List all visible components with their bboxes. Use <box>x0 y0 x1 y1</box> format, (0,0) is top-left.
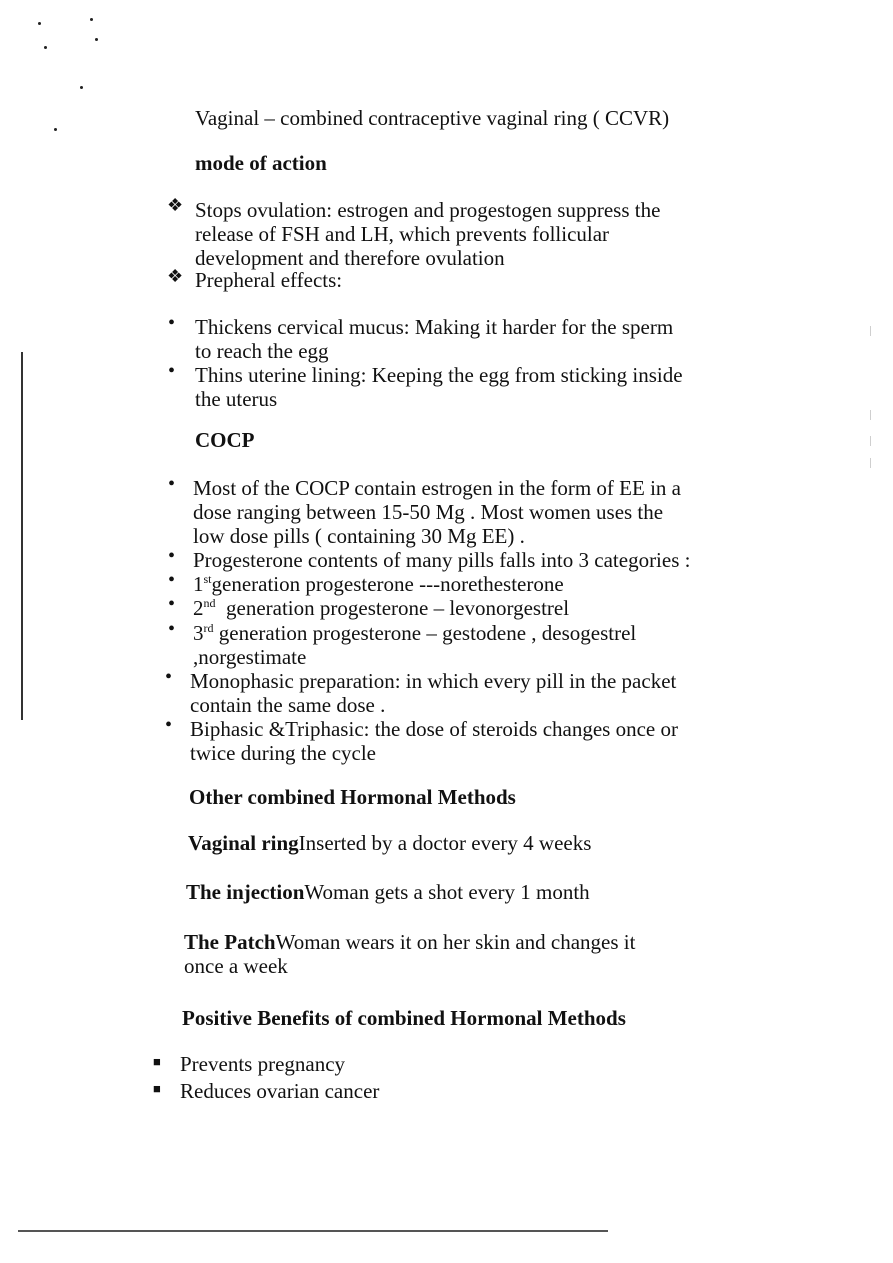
list-item-first-generation: 1stgeneration progesterone ---norethesterone <box>193 572 564 596</box>
list-item-cocp-estrogen: Most of the COCP contain estrogen in the form of EE in a dose ranging between 15-50 Mg . Most women uses the low dose pills ( containing 30 Mg EE) . <box>193 476 681 548</box>
scan-edge-mark <box>870 458 871 468</box>
list-item-uterine-lining: Thins uterine lining: Keeping the egg from sticking inside the uterus <box>195 363 683 411</box>
scan-speck <box>44 46 47 49</box>
square-bullet-icon: ■ <box>153 1081 161 1096</box>
diamond-bullet-icon: ❖ <box>167 195 180 215</box>
list-item-biphasic-triphasic: Biphasic &Triphasic: the dose of steroids changes once or twice during the cycle <box>190 717 678 765</box>
bullet-icon: • <box>168 569 176 591</box>
bullet-icon: • <box>168 360 176 382</box>
diamond-bullet-icon: ❖ <box>167 266 180 286</box>
bullet-icon: • <box>168 312 176 334</box>
list-item-peripheral-effects: Prepheral effects: <box>195 268 343 292</box>
scan-edge-mark <box>870 436 871 446</box>
bullet-icon: • <box>165 666 173 688</box>
list-item-progesterone-categories: Progesterone contents of many pills falls into 3 categories : <box>193 548 691 572</box>
bullet-icon: • <box>168 618 176 640</box>
scan-speck <box>38 22 41 25</box>
ccvr-title: Vaginal – combined contraceptive vaginal ring ( CCVR) <box>195 106 670 130</box>
list-item-third-generation: 3rd generation progesterone – gestodene , desogestrel ,norgestimate <box>193 621 637 669</box>
list-item-cervical-mucus: Thickens cervical mucus: Making it harder for the sperm to reach the egg <box>195 315 674 363</box>
scan-speck <box>95 38 98 41</box>
benefits-heading: Positive Benefits of combined Hormonal Methods <box>182 1006 626 1030</box>
bullet-icon: • <box>168 473 176 495</box>
list-item-prevents-pregnancy: Prevents pregnancy <box>180 1052 346 1076</box>
bullet-icon: • <box>168 545 176 567</box>
list-item-second-generation: 2nd generation progesterone – levonorgestrel <box>193 596 570 620</box>
other-methods-heading: Other combined Hormonal Methods <box>189 785 516 809</box>
vaginal-ring-entry: Vaginal ringInserted by a doctor every 4 weeks <box>188 831 592 855</box>
list-item-ovarian-cancer: Reduces ovarian cancer <box>180 1079 380 1103</box>
patch-entry: The PatchWoman wears it on her skin and changes it once a week <box>184 930 636 978</box>
injection-entry: The injectionWoman gets a shot every 1 month <box>186 880 590 904</box>
list-item-monophasic: Monophasic preparation: in which every pill in the packet contain the same dose . <box>190 669 677 717</box>
mode-of-action-heading: mode of action <box>195 151 327 175</box>
list-item-stops-ovulation: Stops ovulation: estrogen and progestogen suppress the release of FSH and LH, which prevents follicular development and therefore ovulation <box>195 198 661 270</box>
scan-margin-line <box>21 352 23 720</box>
footer-rule <box>18 1230 608 1232</box>
scan-speck <box>80 86 83 89</box>
scan-speck <box>54 128 57 131</box>
bullet-icon: • <box>168 593 176 615</box>
cocp-heading: COCP <box>195 428 255 452</box>
scan-speck <box>90 18 93 21</box>
square-bullet-icon: ■ <box>153 1054 161 1069</box>
scan-edge-mark <box>870 410 871 420</box>
scan-edge-mark <box>870 326 871 336</box>
bullet-icon: • <box>165 714 173 736</box>
